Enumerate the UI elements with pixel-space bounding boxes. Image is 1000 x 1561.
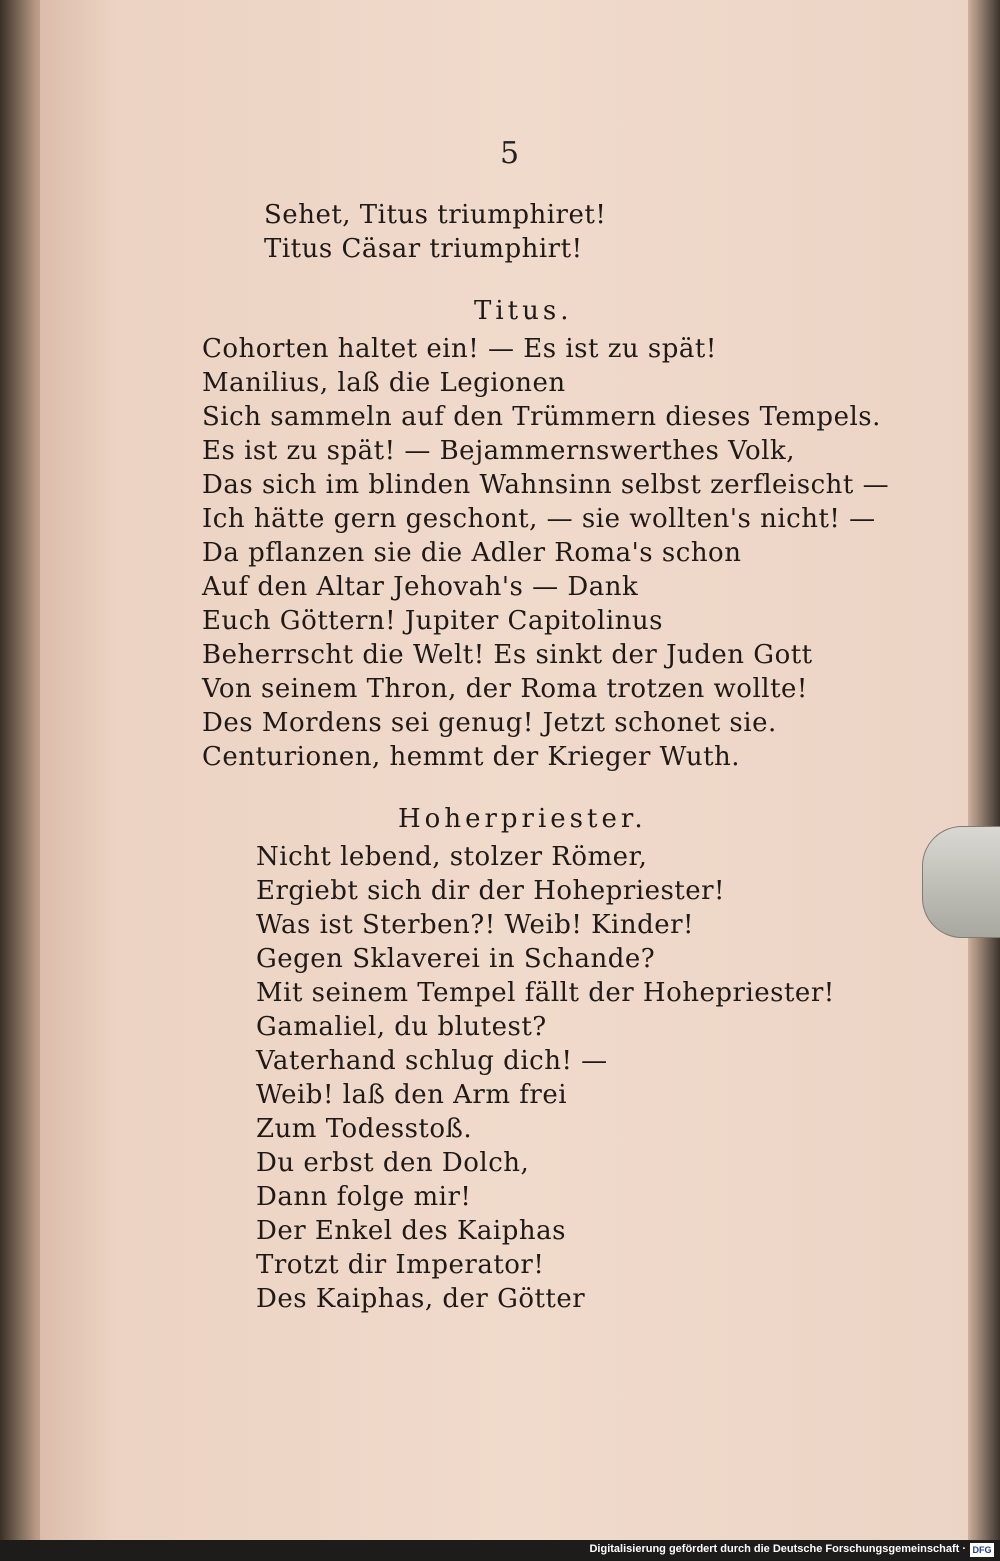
verse-line: Euch Göttern! Jupiter Capitolinus [202, 606, 663, 636]
verse-line: Der Enkel des Kaiphas [256, 1216, 566, 1246]
funding-credit: Digitalisierung gefördert durch die Deutsche Forschungsgemeinschaft · [589, 1543, 966, 1555]
verse-line: Des Kaiphas, der Götter [256, 1284, 586, 1314]
verse-line: Sehet, Titus triumphiret! [264, 200, 607, 230]
verse-line: Sich sammeln auf den Trümmern dieses Tempels. [202, 402, 881, 432]
verse-line: Cohorten haltet ein! — Es ist zu spät! [202, 334, 717, 364]
verse-line: Ergiebt sich dir der Hohepriester! [256, 876, 726, 906]
verse-line: Vaterhand schlug dich! — [256, 1046, 608, 1076]
verse-line: Manilius, laß die Legionen [202, 368, 566, 398]
dfg-logo: DFG [970, 1543, 994, 1557]
page-tab-marker [922, 826, 1000, 938]
verse-line: Centurionen, hemmt der Krieger Wuth. [202, 742, 741, 772]
speaker-name-hoherpriester: Hoherpriester. [398, 804, 647, 834]
verse-line: Trotzt dir Imperator! [256, 1250, 545, 1280]
verse-line: Du erbst den Dolch, [256, 1148, 530, 1178]
speaker-name-titus: Titus. [474, 296, 573, 326]
verse-line: Weib! laß den Arm frei [256, 1080, 568, 1110]
verse-line: Da pflanzen sie die Adler Roma's schon [202, 538, 742, 568]
verse-line: Titus Cäsar triumphirt! [264, 234, 583, 264]
verse-line: Dann folge mir! [256, 1182, 472, 1212]
footer-bar [0, 1540, 1000, 1561]
verse-line: Das sich im blinden Wahnsinn selbst zerfleischt — [202, 470, 890, 500]
verse-line: Beherrscht die Welt! Es sinkt der Juden Gott [202, 640, 813, 670]
verse-line: Des Mordens sei genug! Jetzt schonet sie. [202, 708, 777, 738]
verse-line: Mit seinem Tempel fällt der Hohepriester! [256, 978, 835, 1008]
verse-line: Was ist Sterben?! Weib! Kinder! [256, 910, 694, 940]
verse-line: Gamaliel, du blutest? [256, 1012, 547, 1042]
verse-line: Von seinem Thron, der Roma trotzen wollte! [202, 674, 808, 704]
verse-line: Zum Todesstoß. [256, 1114, 473, 1144]
verse-line: Ich hätte gern geschont, — sie wollten's nicht! — [202, 504, 876, 534]
verse-line: Gegen Sklaverei in Schande? [256, 944, 656, 974]
page-edge [968, 0, 1000, 1540]
page-number: 5 [500, 136, 520, 171]
verse-line: Auf den Altar Jehovah's — Dank [202, 572, 639, 602]
verse-line: Nicht lebend, stolzer Römer, [256, 842, 648, 872]
verse-line: Es ist zu spät! — Bejammernswerthes Volk, [202, 436, 795, 466]
